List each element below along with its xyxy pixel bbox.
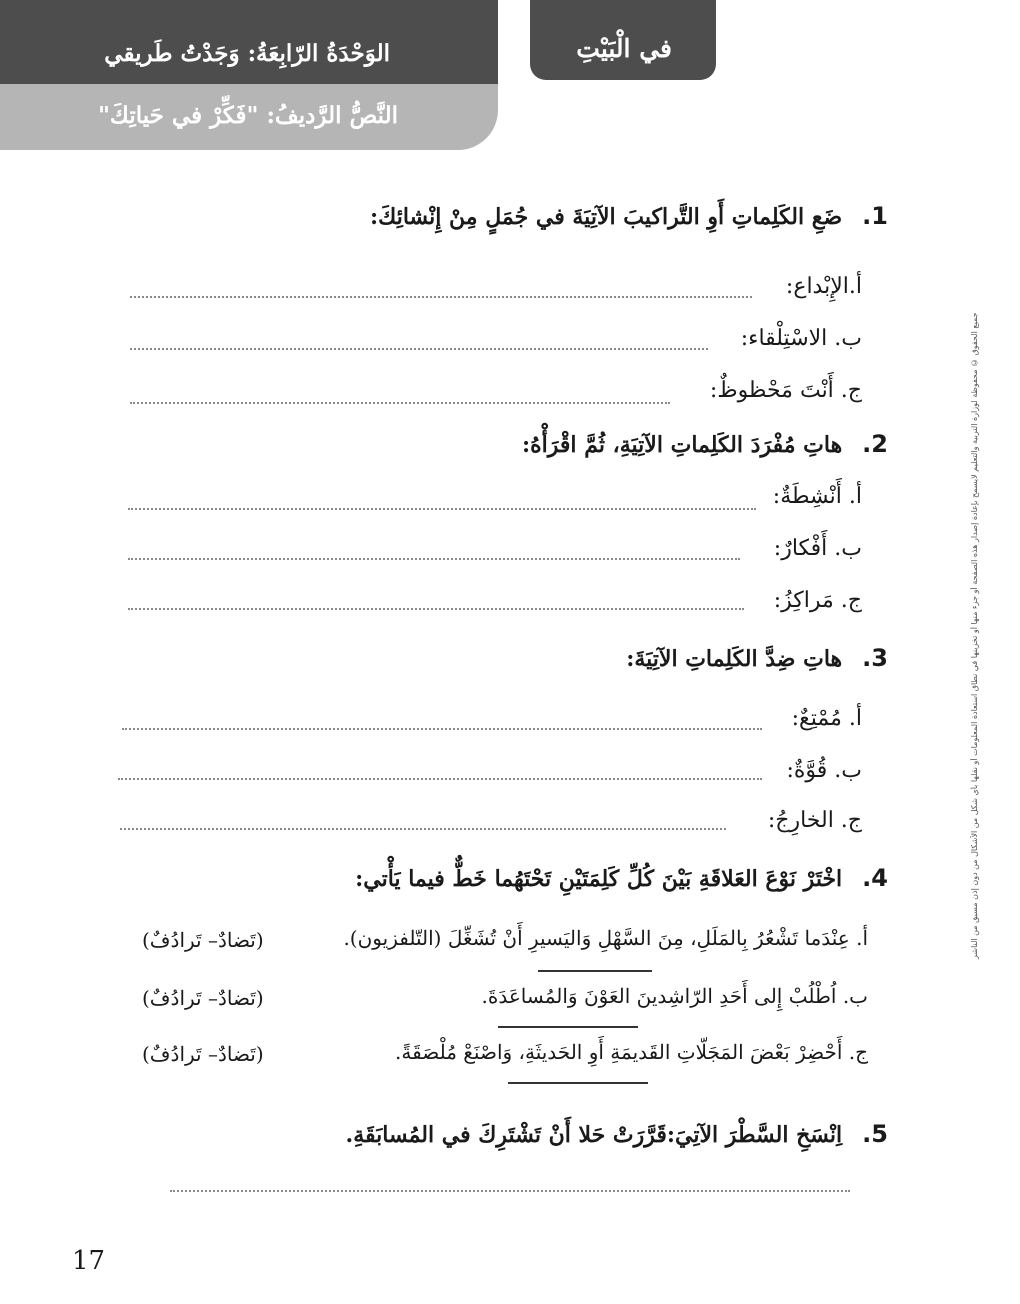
underline xyxy=(498,1026,638,1028)
question-number: 5. xyxy=(862,1120,888,1148)
copyright-note: جميع الحقوق © محفوظة لوزارة التربية والتعليم لايسمح بإعادة إصدار هذه الصفحة أو جزء منها أو تخزينها في نطاق استعادة المعلومات أو نقلها بأي شكل من الأشكال من دون إذن مسبق من الناشر xyxy=(970,312,979,959)
relation-choice[interactable]: (تَضادٌ– تَرادُفٌ) xyxy=(142,1042,264,1066)
question-prompt: اخْتَرْ نَوْعَ العَلاقَةِ بَيْنَ كُلِّ كَلِمَتَيْنِ تَحْتَهُما خَطٌّ فيما يَأْتي: xyxy=(355,866,843,892)
answer-label: ج. الخارِجُ: xyxy=(767,808,862,833)
answer-label: ج. أَنْتَ مَحْظوظٌ: xyxy=(709,378,862,403)
question-prompt: هاتِ مُفْرَدَ الكَلِماتِ الآتِيَةِ، ثُمَّ اقْرَأْهُ: xyxy=(522,432,843,458)
text-title: النَّصُّ الرَّديفُ: "فَكِّرْ في حَياتِكَ" xyxy=(97,102,398,129)
answer-line[interactable] xyxy=(128,508,756,510)
answer-line[interactable] xyxy=(128,608,744,610)
question-prompt: هاتِ ضِدَّ الكَلِماتِ الآتِيَةَ: xyxy=(626,646,843,672)
relation-choice[interactable]: (تَضادٌ– تَرادُفٌ) xyxy=(142,986,264,1010)
question-1 xyxy=(370,202,888,230)
question-5 xyxy=(346,1120,888,1148)
answer-label: ب. الاسْتِلْقاء: xyxy=(740,326,862,351)
sentence: ب. اُطْلُبْ إِلى أَحَدِ الرّاشِدينَ العَوْنَ وَالمُساعَدَةَ. xyxy=(481,984,868,1008)
question-3 xyxy=(626,644,888,672)
page-number: 17 xyxy=(72,1246,106,1276)
unit-title: الوَحْدَةُ الرّابِعَةُ: وَجَدْتُ طَريقي xyxy=(104,40,390,67)
relation-choice[interactable]: (تَضادٌ– تَرادُفٌ) xyxy=(142,928,264,952)
answer-label: أ. أَنْشِطَةٌ: xyxy=(772,484,862,509)
answer-label: ب. أَفْكارٌ: xyxy=(773,536,862,561)
question-number: 2. xyxy=(862,430,888,458)
unit-title-bar xyxy=(0,0,498,84)
question-prompt: اِنْسَخِ السَّطْرَ الآتِيَ:قَرَّرَتْ حَلا أَنْ تَشْتَرِكَ في المُسابَقَةِ. xyxy=(345,1122,843,1148)
question-number: 3. xyxy=(862,644,888,672)
answer-line[interactable] xyxy=(128,558,740,560)
answer-label: ب. قُوَّةٌ: xyxy=(786,758,862,783)
answer-label: ج. مَراكِزُ: xyxy=(773,588,862,613)
sentence: ج. أَحْضِرْ بَعْضَ المَجَلّاتِ القَديمَةِ أَوِ الحَديثَةِ، وَاصْنَعْ مُلْصَقَةً. xyxy=(395,1040,868,1064)
answer-line[interactable] xyxy=(130,348,708,350)
question-4 xyxy=(355,864,888,892)
section-tab-label: في الْبَيْتِ xyxy=(576,34,672,63)
answer-line[interactable] xyxy=(130,402,670,404)
underline xyxy=(538,970,652,972)
answer-line[interactable] xyxy=(130,296,752,298)
question-number: 4. xyxy=(862,864,888,892)
answer-label: أ.الإِبْداع: xyxy=(785,274,862,299)
answer-line[interactable] xyxy=(170,1190,850,1192)
answer-label: أ. مُمْتِعٌ: xyxy=(791,706,862,731)
answer-line[interactable] xyxy=(118,778,762,780)
question-prompt: ضَعِ الكَلِماتِ أَوِ التَّراكيبَ الآتِيَةَ في جُمَلٍ مِنْ إِنْشائِكَ: xyxy=(370,204,843,230)
answer-line[interactable] xyxy=(120,828,726,830)
answer-line[interactable] xyxy=(122,728,762,730)
section-tab xyxy=(530,0,716,80)
question-number: 1. xyxy=(862,202,888,230)
sentence: أ. عِنْدَما تَشْعُرُ بِالمَلَلِ، مِنَ السَّهْلِ وَاليَسيرِ أَنْ تُشَغِّلَ (التّلفزيون). xyxy=(343,926,868,950)
underline xyxy=(508,1082,648,1084)
text-title-bar xyxy=(0,84,498,150)
question-2 xyxy=(522,430,888,458)
